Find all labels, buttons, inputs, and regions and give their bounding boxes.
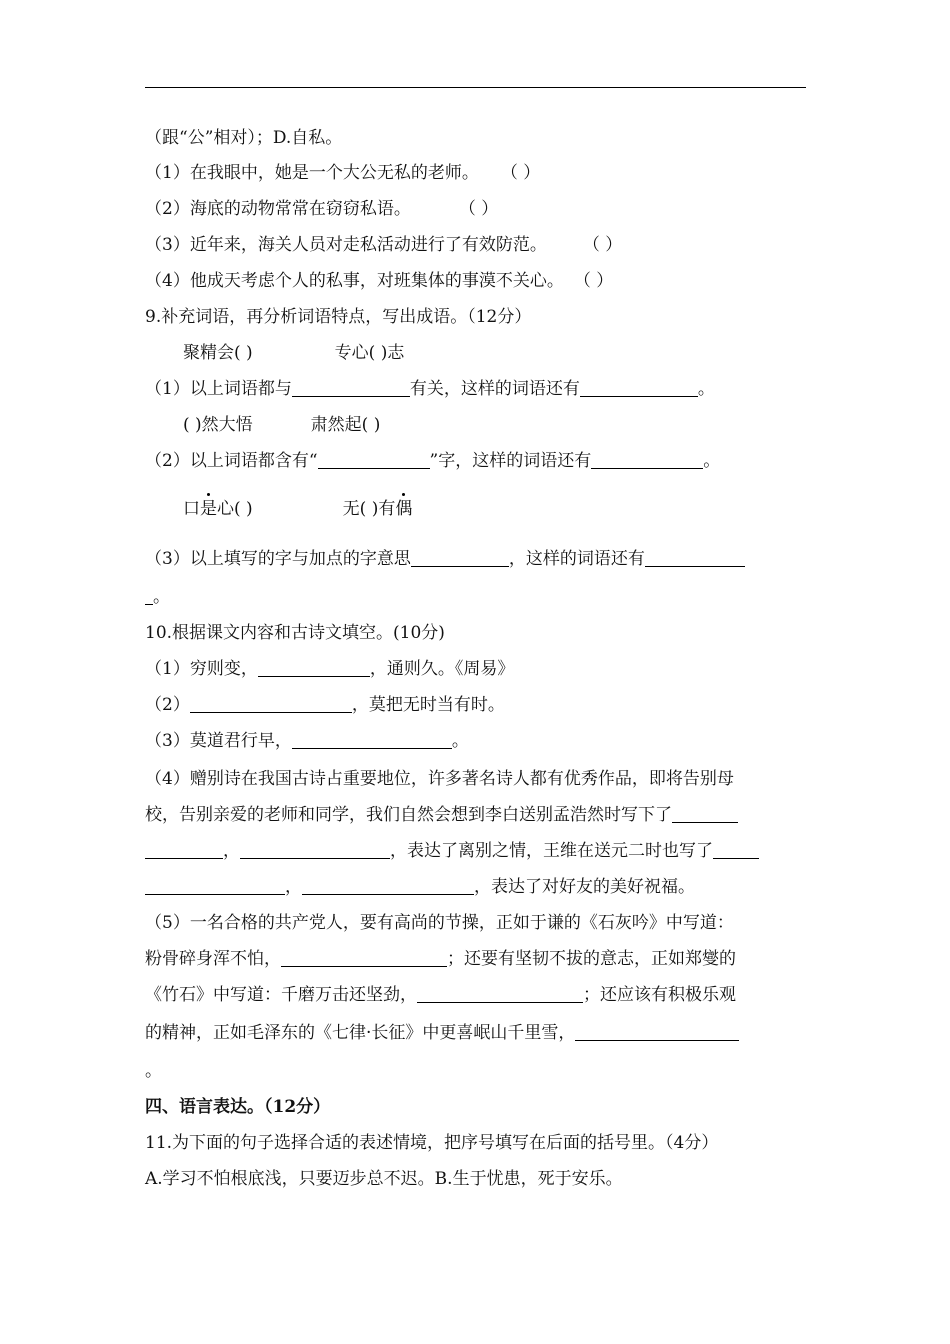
q10-item-5-line-3	[145, 984, 736, 1006]
fill-blank[interactable]	[411, 549, 509, 567]
q10-item-5-line-4	[145, 1022, 739, 1044]
fill-blank[interactable]	[240, 841, 390, 859]
q10-item-4-line-3	[145, 840, 759, 862]
item-text: 校，告别亲爱的老师和同学，我们自然会想到李白送别孟浩然时写下了	[145, 805, 672, 825]
q9-sub-1	[145, 378, 715, 400]
fill-blank[interactable]	[591, 451, 703, 469]
item-text: （3）莫道君行早，	[145, 731, 292, 751]
sub-text: 。	[703, 451, 721, 471]
answer-paren[interactable]: （ ）	[573, 271, 614, 291]
item-text: （2）海底的动物常常在窃窃私语。	[145, 199, 411, 219]
fill-blank[interactable]	[145, 587, 153, 605]
sub-text: （3）以上填写的字与加点的字意思	[145, 549, 411, 569]
sub-text: （1）以上词语都与	[145, 379, 292, 399]
fill-blank[interactable]	[645, 549, 745, 567]
fill-blank[interactable]	[190, 695, 352, 713]
item-text: （3）近年来，海关人员对走私活动进行了有效防范。	[145, 235, 547, 255]
dotted-char: 是	[200, 499, 217, 519]
word-blank[interactable]: 专心( )志	[334, 343, 405, 363]
fill-blank[interactable]	[672, 805, 738, 823]
q10-item-3	[145, 730, 469, 752]
sub-text: 有关，这样的词语还有	[409, 379, 580, 399]
item-text: （4）他成天考虑个人的私事，对班集体的事漠不关心。	[145, 271, 564, 291]
word-blank[interactable]: ( )然大悟	[183, 415, 253, 435]
header-rule	[145, 87, 806, 88]
q9-row-3	[183, 498, 412, 520]
q8-item-2	[145, 198, 498, 220]
item-text: ，	[285, 877, 302, 897]
q10-item-4-line-1: （4）赠别诗在我国古诗占重要地位，许多著名诗人都有优秀作品，即将告别母	[145, 769, 734, 789]
fill-blank[interactable]	[258, 659, 370, 677]
item-text: ，通则久。《周易》	[369, 659, 515, 679]
sub-text: 。	[153, 587, 170, 607]
word-blank[interactable]: 肃然起( )	[310, 415, 381, 435]
sub-text: ”字，这样的词语还有	[429, 451, 592, 471]
item-text: ；还应该有积极乐观	[583, 985, 736, 1005]
item-text: ，莫把无时当有时。	[351, 695, 505, 715]
q10-title: 10.根据课文内容和古诗文填空。(10分)	[145, 623, 445, 643]
item-text: 粉骨碎身浑不怕，	[145, 949, 281, 969]
answer-paren[interactable]: （ ）	[500, 163, 541, 183]
item-text: 的精神，正如毛泽东的《七律·长征》中更喜岷山千里雪，	[145, 1023, 576, 1043]
q11-title: 11.为下面的句子选择合适的表述情境，把序号填写在后面的括号里。（4分）	[145, 1133, 719, 1153]
q8-item-4	[145, 270, 613, 292]
word-blank[interactable]: 无( )有	[342, 499, 396, 519]
item-text: 《竹石》中写道：千磨万击还坚劲，	[145, 985, 417, 1005]
q10-item-4-line-4	[145, 876, 695, 898]
q9-sub-3-cont	[145, 586, 170, 608]
q10-item-4-line-2	[145, 804, 738, 826]
q9-row-2	[183, 414, 380, 436]
item-text: （2）	[145, 695, 190, 715]
q9-title: 9.补充词语，再分析词语特点，写出成语。（12分）	[145, 307, 532, 327]
sub-text: 。	[697, 379, 715, 399]
dotted-char: 偶	[395, 499, 413, 519]
section-heading: 四、语言表达。（12分）	[145, 1097, 331, 1117]
fill-blank[interactable]	[713, 841, 759, 859]
item-text: 。	[451, 731, 469, 751]
answer-paren[interactable]: （ ）	[582, 235, 623, 255]
q8-item-1	[145, 162, 540, 184]
q9-row-1	[183, 342, 404, 364]
q10-item-5-line-2	[145, 948, 736, 970]
sub-text: ，这样的词语还有	[508, 549, 645, 569]
word-blank[interactable]: 聚精会( )	[183, 343, 253, 363]
item-text: ，表达了对好友的美好祝福。	[474, 877, 695, 897]
q8-item-3	[145, 234, 622, 256]
fill-blank[interactable]	[580, 379, 698, 397]
item-text: ；还要有坚韧不拔的意志，正如郑燮的	[447, 949, 736, 969]
fill-blank[interactable]	[292, 379, 410, 397]
q9-sub-3	[145, 548, 745, 570]
word-blank[interactable]: 心( )	[217, 499, 253, 519]
option-d-line: （跟“公”相对）；D.自私。	[145, 128, 343, 148]
item-text: ，表达了离别之情，王维在送元二时也写了	[390, 841, 713, 861]
q10-item-1	[145, 658, 514, 680]
fill-blank[interactable]	[417, 985, 583, 1003]
answer-paren[interactable]: （ ）	[458, 199, 499, 219]
item-text: （1）在我眼中，她是一个大公无私的老师。	[145, 163, 479, 183]
fill-blank[interactable]	[318, 451, 430, 469]
item-text: ，	[223, 841, 240, 861]
q10-item-5-line-5: 。	[145, 1061, 162, 1081]
q9-sub-2	[145, 450, 720, 472]
fill-blank[interactable]	[145, 841, 223, 859]
word-text: 口	[183, 499, 200, 519]
q10-item-2	[145, 694, 505, 716]
q10-item-5-line-1: （5）一名合格的共产党人，要有高尚的节操，正如于谦的《石灰吟》中写道：	[145, 913, 734, 933]
fill-blank[interactable]	[292, 731, 452, 749]
fill-blank[interactable]	[281, 949, 447, 967]
fill-blank[interactable]	[302, 877, 474, 895]
fill-blank[interactable]	[575, 1023, 739, 1041]
sub-text: （2）以上词语都含有“	[145, 451, 318, 471]
item-text: （1）穷则变，	[145, 659, 258, 679]
q11-options: A.学习不怕根底浅，只要迈步总不迟。B.生于忧患，死于安乐。	[145, 1169, 623, 1189]
fill-blank[interactable]	[145, 877, 285, 895]
